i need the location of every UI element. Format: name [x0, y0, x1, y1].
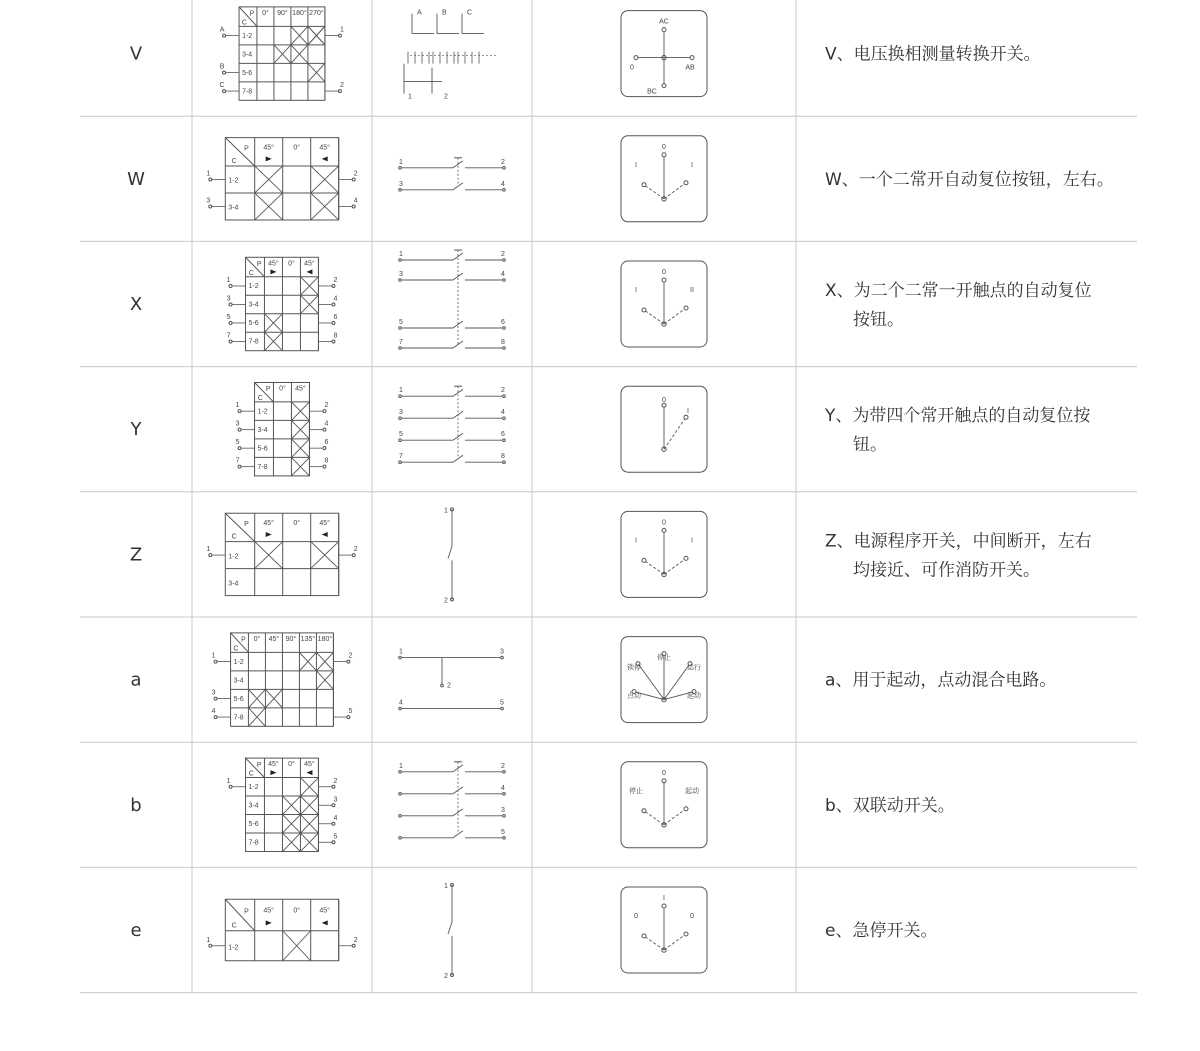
- terminal-label: 2: [444, 597, 448, 605]
- angle-label: 135°: [300, 636, 316, 644]
- row-code-label: W: [127, 168, 145, 190]
- contact-label: 5-6: [233, 695, 244, 703]
- terminal-label: 1: [235, 402, 240, 410]
- dial-label: 0: [662, 269, 666, 276]
- dial-label: 停止: [657, 654, 671, 662]
- angle-label: 45°: [304, 761, 315, 769]
- angle-label: 270°: [309, 10, 324, 18]
- contact-label: 7-8: [242, 88, 253, 96]
- circuit-symbol: [399, 250, 506, 349]
- terminal-label: 7: [399, 453, 403, 461]
- contact-label: 3-4: [248, 301, 259, 309]
- dial-label: 0: [630, 64, 634, 72]
- contact-label: 5-6: [248, 820, 259, 828]
- position-dial: [621, 762, 707, 848]
- angle-label: 0°: [293, 907, 301, 915]
- angle-label: 45°: [263, 520, 274, 528]
- table-row: [130, 633, 1056, 726]
- header-c-label: C: [233, 645, 239, 653]
- terminal-label: 3: [399, 271, 403, 278]
- terminal-label: 3: [500, 648, 504, 656]
- contact-label: 1-2: [242, 32, 253, 40]
- terminal-label: 2: [444, 93, 448, 101]
- header-c-label: C: [241, 19, 247, 27]
- terminal-label: 1: [399, 251, 403, 258]
- contact-label: 1-2: [228, 177, 239, 185]
- terminal-label: 5: [399, 319, 403, 326]
- contact-table: [227, 758, 338, 851]
- terminal-label: 4: [399, 699, 403, 707]
- terminal-label: 3: [399, 409, 403, 417]
- angle-label: 45°: [268, 761, 279, 769]
- row-description: 均接近、可作消防开关。: [853, 560, 1040, 581]
- dial-label: I: [687, 408, 689, 416]
- angle-label: 0°: [293, 144, 301, 152]
- header-p-label: P: [244, 520, 249, 528]
- terminal-label: A: [219, 26, 225, 34]
- dial-label: I: [635, 161, 637, 169]
- terminal-label: 2: [353, 170, 358, 178]
- row-code-label: Y: [130, 419, 142, 441]
- circuit-symbol: [404, 10, 497, 101]
- contact-label: 3-4: [248, 802, 259, 810]
- terminal-label: 2: [333, 276, 338, 284]
- dial-label: AB: [685, 64, 695, 72]
- contact-label: 7-8: [233, 714, 244, 722]
- terminal-label: 2: [447, 682, 451, 690]
- contact-label: 1-2: [228, 553, 239, 561]
- terminal-label: 5: [399, 431, 403, 439]
- contact-label: 1-2: [257, 408, 268, 416]
- contact-label: 7-8: [257, 463, 268, 471]
- terminal-label: 1: [408, 93, 412, 101]
- row-description: 按钮。: [853, 310, 904, 330]
- terminal-label: 1: [226, 777, 231, 785]
- header-p-label: P: [241, 636, 246, 644]
- contact-label: 1-2: [233, 658, 244, 666]
- terminal-label: 5: [226, 313, 231, 321]
- terminal-label: 4: [501, 271, 505, 278]
- contact-label: 3-4: [228, 580, 239, 588]
- dial-label: 停止: [629, 787, 643, 795]
- dial-label: 锁停: [627, 664, 641, 672]
- row-description: b、双联动开关。: [825, 795, 955, 816]
- angle-label: 45°: [319, 520, 330, 528]
- contact-label: 5-6: [248, 320, 259, 328]
- terminal-label: 5: [333, 833, 338, 841]
- contact-table: [212, 633, 353, 726]
- terminal-label: 3: [206, 197, 211, 205]
- angle-label: 0°: [293, 520, 301, 528]
- row-code-label: V: [129, 43, 143, 65]
- circuit-symbol: [399, 649, 504, 710]
- angle-label: 90°: [285, 636, 297, 644]
- terminal-label: 7: [226, 332, 231, 340]
- dial-label: I: [635, 537, 637, 545]
- dial-label: 运行: [687, 664, 701, 672]
- header-c-label: C: [248, 770, 254, 778]
- angle-label: 45°: [263, 144, 274, 152]
- header-c-label: C: [231, 922, 237, 930]
- terminal-label: B: [442, 9, 447, 17]
- contact-label: 3-4: [257, 426, 268, 434]
- header-p-label: P: [244, 145, 249, 153]
- row-description: X、为二个二常一开触点的自动复位: [825, 281, 1092, 301]
- contact-label: 3-4: [228, 204, 239, 212]
- position-dial: [621, 136, 707, 222]
- dial-label: BC: [647, 88, 657, 96]
- table-row: [130, 382, 1092, 475]
- terminal-label: 3: [211, 689, 216, 697]
- header-p-label: P: [244, 908, 249, 916]
- terminal-label: 2: [339, 82, 344, 90]
- header-p-label: P: [265, 386, 271, 394]
- terminal-label: 3: [235, 420, 240, 428]
- terminal-label: 1: [339, 26, 344, 34]
- row-description: a、用于起动，点动混合电路。: [825, 670, 1057, 691]
- terminal-label: A: [417, 9, 422, 17]
- contact-table: [206, 138, 357, 220]
- position-dial: [621, 637, 707, 723]
- header-c-label: C: [231, 533, 237, 541]
- header-p-label: P: [249, 10, 255, 18]
- dial-label: 0: [634, 913, 638, 920]
- dial-label: 起动: [685, 787, 699, 795]
- row-description: V、电压换相测量转换开关。: [825, 44, 1041, 65]
- position-dial: [621, 386, 707, 472]
- position-dial: [621, 887, 707, 973]
- terminal-label: 1: [206, 546, 211, 554]
- terminal-label: 4: [501, 180, 505, 188]
- terminal-label: 6: [333, 313, 338, 321]
- terminal-label: 6: [324, 439, 329, 447]
- circuit-symbol: [444, 883, 453, 980]
- row-description: Z、电源程序开关，中间断开，左右: [825, 531, 1092, 552]
- angle-label: 0°: [288, 260, 295, 268]
- row-description: e、急停开关。: [825, 921, 938, 941]
- circuit-symbol: [399, 158, 506, 191]
- dial-label: 0: [662, 397, 666, 405]
- contact-label: 1-2: [248, 283, 259, 291]
- terminal-label: 2: [324, 402, 329, 410]
- row-code-label: a: [130, 669, 142, 691]
- row-code-label: X: [129, 294, 143, 315]
- terminal-label: B: [219, 63, 225, 71]
- terminal-label: 4: [353, 197, 358, 205]
- table-row: [130, 250, 1092, 351]
- header-p-label: P: [256, 761, 262, 769]
- angle-label: 0°: [253, 636, 261, 644]
- dial-label: I: [691, 161, 693, 169]
- header-p-label: P: [256, 261, 262, 269]
- terminal-label: 1: [399, 158, 403, 166]
- terminal-label: 8: [333, 332, 338, 340]
- circuit-symbol: [399, 762, 506, 839]
- angle-label: 45°: [268, 260, 279, 268]
- terminal-label: C: [467, 9, 473, 17]
- angle-label: 45°: [319, 144, 330, 152]
- angle-label: 0°: [279, 385, 286, 393]
- terminal-label: 2: [501, 158, 505, 166]
- terminal-label: 2: [501, 387, 505, 395]
- terminal-label: 3: [226, 295, 231, 303]
- contact-label: 7-8: [248, 839, 259, 847]
- dial-label: 0: [662, 769, 666, 777]
- contact-label: 5-6: [257, 445, 268, 453]
- position-dial: [621, 511, 707, 597]
- contact-table: [227, 257, 338, 350]
- angle-label: 45°: [263, 907, 274, 915]
- angle-label: 0°: [288, 761, 295, 769]
- contact-label: 1-2: [248, 783, 259, 791]
- row-description: W、一个二常开自动复位按钮，左右。: [825, 169, 1114, 190]
- dial-label: AC: [659, 18, 669, 26]
- terminal-label: 4: [211, 708, 216, 716]
- dial-label: 起动: [687, 692, 701, 700]
- contact-table: [236, 382, 329, 475]
- angle-label: 180°: [317, 636, 333, 644]
- terminal-label: 4: [501, 784, 505, 792]
- dial-label: II: [690, 287, 694, 294]
- terminal-label: 1: [444, 507, 448, 515]
- terminal-label: 2: [444, 973, 448, 980]
- terminal-label: 8: [324, 457, 329, 465]
- terminal-label: 5: [501, 828, 505, 836]
- terminal-label: 4: [501, 409, 505, 417]
- row-description: Y、为带四个常开触点的自动复位按: [825, 406, 1091, 427]
- position-dial: [621, 261, 707, 347]
- terminal-label: 2: [348, 652, 353, 660]
- dial-label: 0: [690, 913, 694, 920]
- table-rows: [127, 7, 1114, 980]
- terminal-label: 1: [226, 276, 231, 284]
- row-code-label: Z: [129, 544, 143, 566]
- angle-label: 45°: [319, 907, 330, 915]
- terminal-label: 5: [348, 708, 353, 716]
- position-dial: [621, 11, 707, 97]
- angle-label: 90°: [277, 10, 288, 18]
- dial-label: 0: [662, 143, 666, 151]
- contact-label: 5-6: [242, 69, 253, 77]
- row-description: 钮。: [853, 435, 887, 456]
- terminal-label: 1: [206, 936, 211, 944]
- circuit-symbol: [399, 386, 506, 463]
- dial-label: I: [691, 537, 693, 545]
- table-row: [130, 883, 937, 980]
- terminal-label: 3: [333, 796, 338, 804]
- contact-label: 7-8: [248, 338, 259, 346]
- circuit-symbol: [444, 507, 453, 604]
- terminal-label: 6: [501, 431, 505, 439]
- angle-label: 180°: [292, 10, 307, 18]
- terminal-label: 2: [501, 762, 505, 770]
- terminal-label: 5: [235, 439, 240, 447]
- terminal-label: 1: [399, 762, 403, 770]
- angle-label: 45°: [304, 260, 315, 268]
- contact-label: 3-4: [233, 677, 244, 685]
- terminal-label: 2: [333, 777, 338, 785]
- terminal-label: 1: [206, 170, 211, 178]
- contact-table: [220, 7, 344, 100]
- terminal-label: 1: [399, 387, 403, 395]
- terminal-label: 3: [399, 180, 403, 188]
- terminal-label: 2: [353, 546, 358, 554]
- contact-table: [206, 899, 357, 961]
- terminal-label: C: [219, 82, 225, 90]
- dial-label: I: [663, 895, 665, 902]
- dial-label: 0: [662, 519, 666, 527]
- row-code-label: b: [130, 794, 142, 816]
- terminal-label: 7: [399, 339, 403, 346]
- terminal-label: 5: [500, 699, 504, 707]
- terminal-label: 4: [324, 420, 329, 428]
- terminal-label: 6: [501, 319, 505, 326]
- table-row: [130, 758, 955, 851]
- terminal-label: 4: [333, 814, 338, 822]
- terminal-label: 8: [501, 453, 505, 461]
- table-row: [127, 136, 1114, 222]
- terminal-label: 2: [353, 936, 358, 944]
- angle-label: 45°: [295, 385, 306, 393]
- header-c-label: C: [231, 158, 237, 166]
- dial-label: I: [635, 287, 637, 294]
- row-code-label: e: [130, 920, 142, 941]
- header-c-label: C: [248, 269, 254, 277]
- terminal-label: 3: [501, 806, 505, 814]
- angle-label: 45°: [268, 636, 280, 644]
- table-row: [130, 507, 1092, 604]
- terminal-label: 7: [235, 457, 240, 465]
- contact-label: 3-4: [242, 51, 253, 59]
- header-c-label: C: [257, 394, 263, 402]
- table-row: [130, 7, 1041, 101]
- dial-label: 点动: [627, 692, 641, 700]
- terminal-label: 4: [333, 295, 338, 303]
- terminal-label: 1: [399, 648, 403, 656]
- terminal-label: 1: [444, 883, 448, 890]
- angle-label: 0°: [262, 10, 269, 18]
- terminal-label: 2: [501, 251, 505, 258]
- contact-table: [206, 513, 357, 595]
- terminal-label: 1: [211, 652, 216, 660]
- contact-label: 1-2: [228, 944, 239, 952]
- terminal-label: 8: [501, 339, 505, 346]
